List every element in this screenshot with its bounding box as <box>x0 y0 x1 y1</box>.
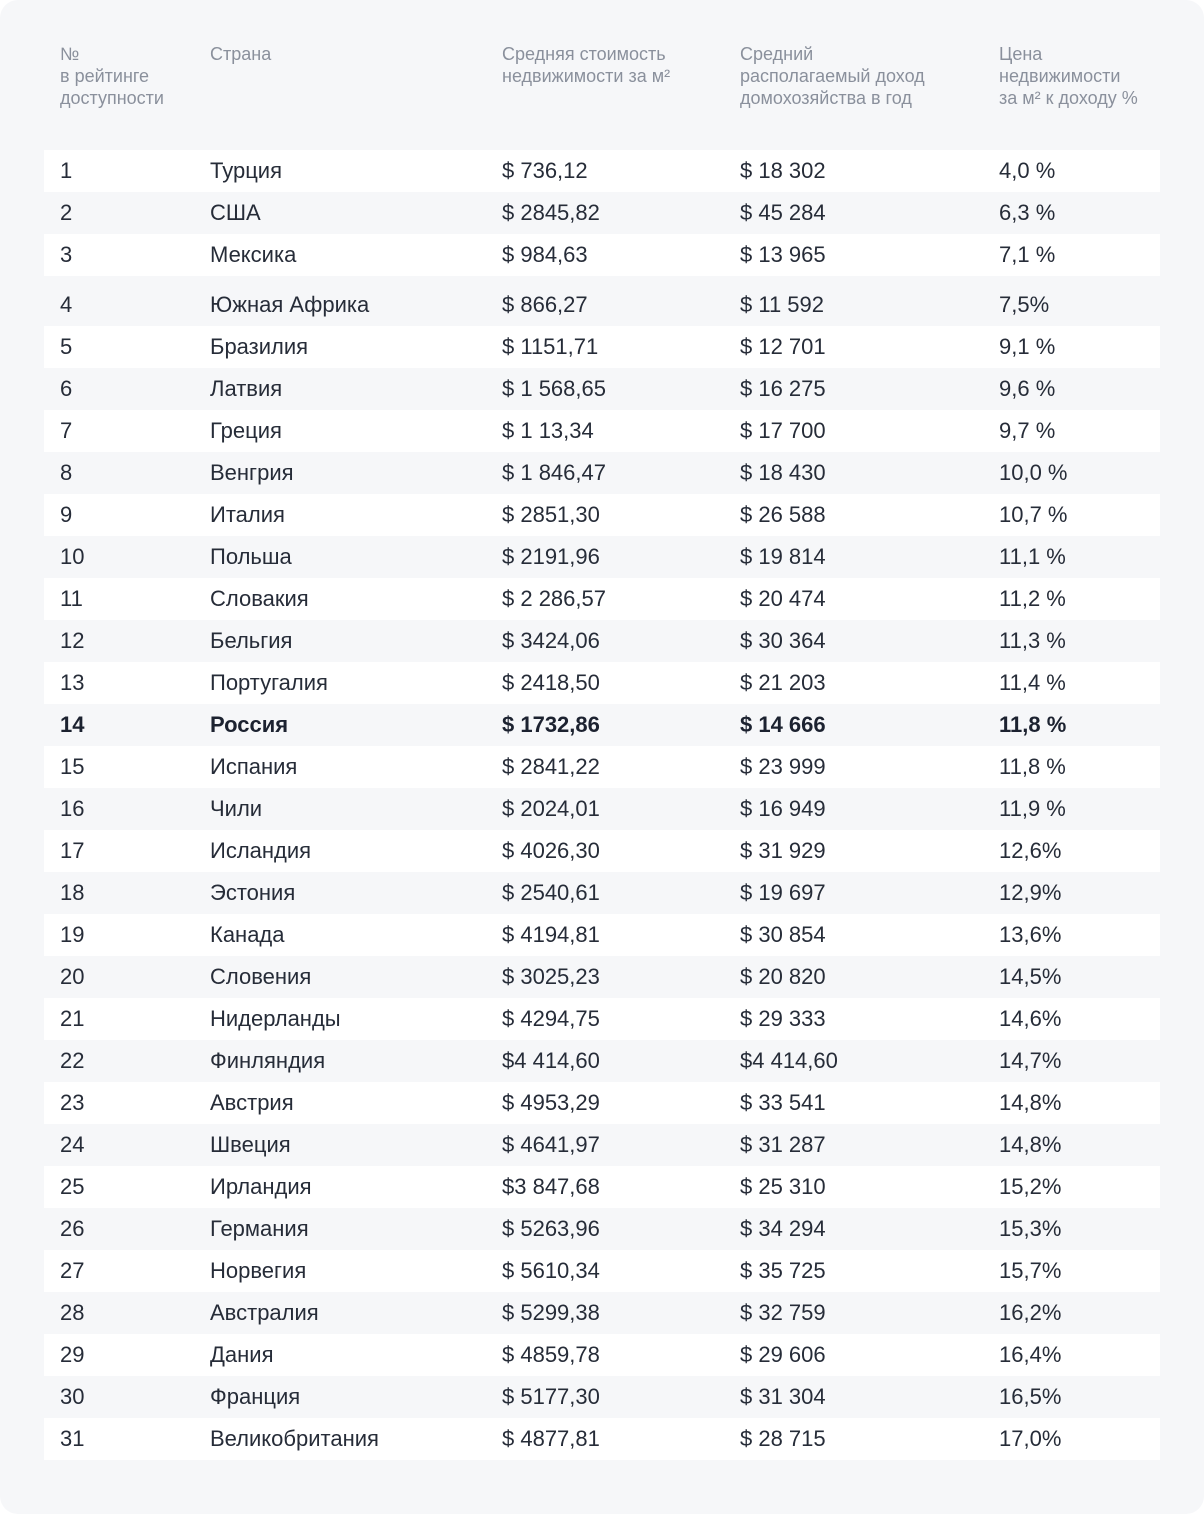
rank-cell: 22 <box>60 1048 85 1073</box>
country-cell: Мексика <box>210 242 297 267</box>
country-cell: Финляндия <box>210 1048 326 1073</box>
country-cell: Бразилия <box>210 334 309 359</box>
rank-cell: 14 <box>60 712 85 737</box>
avg-price-cell: $ 1 568,65 <box>502 376 606 401</box>
avg-income-cell: $ 17 700 <box>740 418 826 443</box>
header-rank: № в рейтинге доступности <box>60 44 164 108</box>
country-cell: Россия <box>210 712 289 737</box>
avg-income-cell: $ 18 430 <box>740 460 826 485</box>
avg-income-cell: $ 33 541 <box>740 1090 826 1115</box>
avg-price-cell: $ 5299,38 <box>502 1300 600 1325</box>
rank-cell: 29 <box>60 1342 85 1367</box>
table-row <box>44 1376 1160 1418</box>
country-cell: Греция <box>210 418 282 443</box>
avg-price-cell: $ 2 286,57 <box>502 586 606 611</box>
rank-cell: 17 <box>60 838 85 863</box>
avg-price-cell: $ 1 13,34 <box>502 418 594 443</box>
avg-income-cell: $ 19 814 <box>740 544 826 569</box>
table-row <box>44 1166 1160 1208</box>
table-row <box>44 662 1160 704</box>
rank-cell: 11 <box>60 586 83 611</box>
avg-income-cell: $ 30 854 <box>740 922 826 947</box>
country-cell: Турция <box>210 158 282 183</box>
country-cell: Швеция <box>210 1132 291 1157</box>
avg-income-cell: $ 26 588 <box>740 502 826 527</box>
rank-cell: 3 <box>60 242 73 267</box>
country-cell: Польша <box>210 544 292 569</box>
avg-price-cell: $ 3025,23 <box>502 964 600 989</box>
table-row <box>44 998 1160 1040</box>
table-row <box>44 368 1160 410</box>
avg-price-cell: $ 4877,81 <box>502 1426 600 1451</box>
country-cell: Латвия <box>210 376 283 401</box>
ratio-cell: 13,6% <box>999 922 1062 947</box>
ratio-cell: 14,8% <box>999 1090 1062 1115</box>
ratio-cell: 15,7% <box>999 1258 1062 1283</box>
avg-income-cell: $ 23 999 <box>740 754 826 779</box>
rank-cell: 9 <box>60 502 73 527</box>
ratio-cell: 10,0 % <box>999 460 1068 485</box>
header-avg-price: Средняя стоимость недвижимости за м² <box>502 44 671 86</box>
rank-cell: 6 <box>60 376 73 401</box>
rank-cell: 23 <box>60 1090 85 1115</box>
avg-income-cell: $ 31 287 <box>740 1132 826 1157</box>
country-cell: Франция <box>210 1384 301 1409</box>
avg-price-cell: $ 736,12 <box>502 158 588 183</box>
avg-income-cell: $4 414,60 <box>740 1048 838 1073</box>
country-cell: Словакия <box>210 586 309 611</box>
ratio-cell: 15,2% <box>999 1174 1062 1199</box>
country-cell: Южная Африка <box>210 292 370 317</box>
avg-price-cell: $ 4194,81 <box>502 922 600 947</box>
avg-price-cell: $ 2851,30 <box>502 502 600 527</box>
table-row <box>44 1040 1160 1082</box>
table-row <box>44 1292 1160 1334</box>
rank-cell: 4 <box>60 292 73 317</box>
rank-cell: 30 <box>60 1384 85 1409</box>
rank-cell: 2 <box>60 200 73 225</box>
table-row <box>44 494 1160 536</box>
country-cell: Ирландия <box>210 1174 312 1199</box>
rank-cell: 24 <box>60 1132 85 1157</box>
ratio-cell: 14,7% <box>999 1048 1062 1073</box>
ratio-cell: 9,7 % <box>999 418 1056 443</box>
table-row <box>44 326 1160 368</box>
avg-price-cell: $ 1732,86 <box>502 712 600 737</box>
avg-income-cell: $ 20 820 <box>740 964 826 989</box>
avg-price-cell: $ 5263,96 <box>502 1216 600 1241</box>
avg-price-cell: $ 984,63 <box>502 242 588 267</box>
rank-cell: 5 <box>60 334 73 359</box>
avg-price-cell: $ 2418,50 <box>502 670 600 695</box>
avg-income-cell: $ 13 965 <box>740 242 826 267</box>
table-row <box>44 410 1160 452</box>
country-cell: Испания <box>210 754 298 779</box>
country-cell: Норвегия <box>210 1258 307 1283</box>
ratio-cell: 10,7 % <box>999 502 1068 527</box>
ratio-cell: 11,8 % <box>999 754 1066 779</box>
country-cell: Италия <box>210 502 285 527</box>
ratio-cell: 14,8% <box>999 1132 1062 1157</box>
avg-price-cell: $ 2841,22 <box>502 754 600 779</box>
avg-income-cell: $ 30 364 <box>740 628 826 653</box>
rank-cell: 12 <box>60 628 85 653</box>
rank-cell: 10 <box>60 544 85 569</box>
header-avg-income: Средний располагаемый доход домохозяйства в год <box>740 44 925 108</box>
avg-price-cell: $ 866,27 <box>502 292 588 317</box>
rank-cell: 31 <box>60 1426 85 1451</box>
rank-cell: 20 <box>60 964 85 989</box>
table-row <box>44 234 1160 276</box>
avg-price-cell: $ 5177,30 <box>502 1384 600 1409</box>
rank-cell: 26 <box>60 1216 85 1241</box>
avg-price-cell: $ 4641,97 <box>502 1132 600 1157</box>
avg-price-cell: $ 4953,29 <box>502 1090 600 1115</box>
ratio-cell: 14,5% <box>999 964 1062 989</box>
avg-price-cell: $ 4294,75 <box>502 1006 600 1031</box>
country-cell: США <box>210 200 261 225</box>
country-cell: Нидерланды <box>210 1006 341 1031</box>
avg-income-cell: $ 11 592 <box>740 292 825 317</box>
avg-price-cell: $4 414,60 <box>502 1048 600 1073</box>
avg-income-cell: $ 21 203 <box>740 670 826 695</box>
avg-income-cell: $ 32 759 <box>740 1300 826 1325</box>
avg-price-cell: $ 4859,78 <box>502 1342 600 1367</box>
avg-income-cell: $ 35 725 <box>740 1258 826 1283</box>
country-cell: Бельгия <box>210 628 293 653</box>
avg-price-cell: $ 1 846,47 <box>502 460 606 485</box>
avg-income-cell: $ 31 304 <box>740 1384 826 1409</box>
ratio-cell: 11,1 % <box>999 544 1066 569</box>
avg-price-cell: $ 3424,06 <box>502 628 600 653</box>
avg-price-cell: $ 2540,61 <box>502 880 600 905</box>
table-row <box>44 746 1160 788</box>
affordability-table <box>44 150 1160 1460</box>
country-cell: Португалия <box>210 670 328 695</box>
country-cell: Германия <box>210 1216 309 1241</box>
country-cell: Венгрия <box>210 460 294 485</box>
avg-income-cell: $ 12 701 <box>740 334 826 359</box>
ratio-cell: 16,4% <box>999 1342 1062 1367</box>
table-row <box>44 1250 1160 1292</box>
table-row <box>44 1082 1160 1124</box>
table-row <box>44 704 1160 746</box>
rank-cell: 19 <box>60 922 85 947</box>
rank-cell: 18 <box>60 880 85 905</box>
ratio-cell: 11,9 % <box>999 796 1066 821</box>
ratio-cell: 11,8 % <box>999 712 1067 737</box>
rank-cell: 28 <box>60 1300 85 1325</box>
country-cell: Канада <box>210 922 285 947</box>
avg-income-cell: $ 34 294 <box>740 1216 826 1241</box>
table-row <box>44 1208 1160 1250</box>
ratio-cell: 7,5% <box>999 292 1050 317</box>
avg-price-cell: $ 2191,96 <box>502 544 600 569</box>
table-row <box>44 192 1160 234</box>
avg-income-cell: $ 29 606 <box>740 1342 826 1367</box>
country-cell: Великобритания <box>210 1426 379 1451</box>
country-cell: Исландия <box>210 838 312 863</box>
avg-income-cell: $ 31 929 <box>740 838 826 863</box>
rank-cell: 27 <box>60 1258 85 1283</box>
ratio-cell: 9,1 % <box>999 334 1056 359</box>
country-cell: Австралия <box>210 1300 319 1325</box>
ratio-cell: 16,5% <box>999 1384 1062 1409</box>
table-row <box>44 872 1160 914</box>
table-row <box>44 914 1160 956</box>
ratio-cell: 12,6% <box>999 838 1062 863</box>
avg-income-cell: $ 45 284 <box>740 200 826 225</box>
table-row <box>44 150 1160 192</box>
rank-cell: 25 <box>60 1174 85 1199</box>
avg-income-cell: $ 20 474 <box>740 586 826 611</box>
header-country: Страна <box>210 44 272 64</box>
ratio-cell: 9,6 % <box>999 376 1056 401</box>
ratio-cell: 12,9% <box>999 880 1062 905</box>
ratio-cell: 17,0% <box>999 1426 1062 1451</box>
avg-income-cell: $ 28 715 <box>740 1426 826 1451</box>
avg-income-cell: $ 25 310 <box>740 1174 826 1199</box>
avg-income-cell: $ 19 697 <box>740 880 826 905</box>
ratio-cell: 7,1 % <box>999 242 1056 267</box>
ratio-cell: 15,3% <box>999 1216 1062 1241</box>
table-row <box>44 284 1160 326</box>
table-row <box>44 620 1160 662</box>
table-row <box>44 1334 1160 1376</box>
table-row <box>44 452 1160 494</box>
avg-income-cell: $ 16 275 <box>740 376 826 401</box>
avg-income-cell: $ 14 666 <box>740 712 826 737</box>
header-ratio: Цена недвижимости за м² к доходу % <box>999 44 1138 108</box>
table-row <box>44 956 1160 998</box>
rank-cell: 7 <box>60 418 73 443</box>
rank-cell: 16 <box>60 796 85 821</box>
avg-price-cell: $ 5610,34 <box>502 1258 600 1283</box>
table-row <box>44 830 1160 872</box>
table-header <box>0 43 1204 123</box>
table-row <box>44 1418 1160 1460</box>
avg-price-cell: $3 847,68 <box>502 1174 600 1199</box>
table-row <box>44 536 1160 578</box>
table-row <box>44 578 1160 620</box>
ratio-cell: 6,3 % <box>999 200 1056 225</box>
avg-price-cell: $ 1151,71 <box>502 334 599 359</box>
avg-price-cell: $ 2024,01 <box>502 796 600 821</box>
rank-cell: 21 <box>60 1006 85 1031</box>
country-cell: Австрия <box>210 1090 294 1115</box>
ratio-cell: 11,2 % <box>999 586 1066 611</box>
rank-cell: 8 <box>60 460 73 485</box>
country-cell: Эстония <box>210 880 296 905</box>
avg-income-cell: $ 18 302 <box>740 158 826 183</box>
rank-cell: 1 <box>60 158 73 183</box>
country-cell: Дания <box>210 1342 274 1367</box>
country-cell: Чили <box>210 796 263 821</box>
ratio-cell: 11,4 % <box>999 670 1066 695</box>
ratio-cell: 16,2% <box>999 1300 1062 1325</box>
avg-income-cell: $ 29 333 <box>740 1006 826 1031</box>
ratio-cell: 11,3 % <box>999 628 1066 653</box>
rank-cell: 13 <box>60 670 85 695</box>
ratio-cell: 14,6% <box>999 1006 1062 1031</box>
avg-price-cell: $ 4026,30 <box>502 838 600 863</box>
country-cell: Словения <box>210 964 312 989</box>
avg-price-cell: $ 2845,82 <box>502 200 600 225</box>
table-row <box>44 1124 1160 1166</box>
avg-income-cell: $ 16 949 <box>740 796 826 821</box>
rank-cell: 15 <box>60 754 85 779</box>
ratio-cell: 4,0 % <box>999 158 1056 183</box>
table-row <box>44 788 1160 830</box>
